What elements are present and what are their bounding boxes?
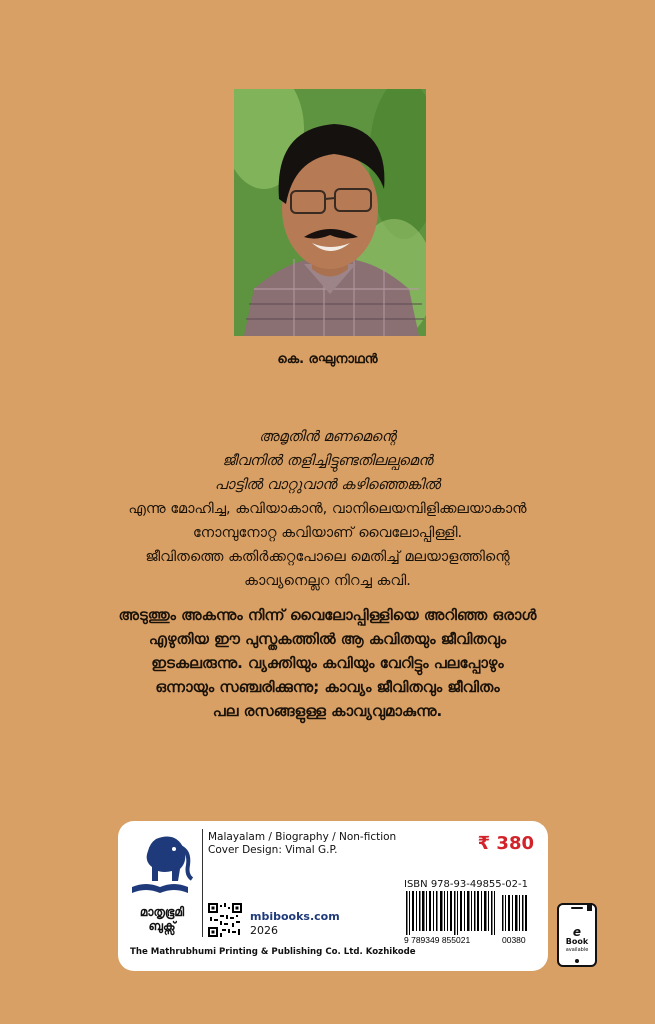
- cover-design-text: Cover Design: Vimal G.P.: [208, 844, 338, 856]
- blurb-line: അടുത്തും അകന്നും നിന്ന് വൈലോപ്പിള്ളിയെ അറിഞ്ഞ ഒരാൾ: [118, 606, 537, 624]
- blurb-line: ഒന്നായും സഞ്ചരിക്കുന്നു; കാവ്യം ജീവിതവും ജീവിതം: [155, 678, 500, 696]
- intro-line: നോമ്പുനോറ്റ കവിയാണ് വൈലോപ്പിള്ളി.: [192, 525, 463, 541]
- intro-line: എന്നു മോഹിച്ച, കവിയാകാൻ, വാനിലെയമ്പിളിക്കലയാകാൻ: [128, 501, 527, 517]
- author-portrait-illustration: [234, 89, 426, 336]
- isbn-text: ISBN 978-93-49855-02-1: [404, 879, 528, 890]
- poem-line: പാട്ടിൽ വാറ്റുവാൻ കഴിഞ്ഞെങ്കിൽ: [214, 477, 441, 493]
- author-name: കെ. രഘുനാഥൻ: [277, 352, 378, 367]
- logo-line-1: മാതൃഭൂമി: [139, 905, 185, 919]
- author-photo: [234, 89, 426, 336]
- barcode-digits: 9 789349 855021: [404, 935, 471, 945]
- poem-block: [60, 425, 595, 593]
- intro-line: കാവ്യനെല്ലറ നിറച്ച കവി.: [244, 573, 411, 589]
- blurb-line: ഇടകലരുന്നു. വ്യക്തിയും കവിയും വേറിട്ടും പലപ്പോഴും: [151, 654, 504, 672]
- poem-line: ജീവനിൽ തളിച്ചിട്ടുണ്ടതിലല്പമെൻ: [222, 453, 433, 469]
- ebook-letter: e: [572, 925, 582, 939]
- ebook-book-text: Book: [565, 937, 589, 946]
- price-label: ₹ 380: [477, 833, 534, 854]
- logo-line-2: ബുക്സ്: [148, 919, 176, 933]
- publication-year: 2026: [250, 924, 278, 937]
- poem-line: അമൃതിൻ മണമെന്റെ: [259, 429, 396, 445]
- blurb-line: എഴുതിയ ഈ പുസ്തകത്തിൽ ആ കവിതയും ജീവിതവും: [148, 630, 507, 648]
- website-link[interactable]: mbibooks.com: [250, 910, 340, 923]
- blurb-paragraph: [60, 603, 595, 723]
- elephant-book-logo-icon: [118, 821, 202, 905]
- publisher-panel: [118, 821, 548, 971]
- publisher-logo: [118, 821, 202, 931]
- barcode: [402, 891, 532, 945]
- intro-line: ജീവിതത്തെ കതിർക്കറ്റപോലെ മെതിച്ച് മലയാളത്തിന്റെ: [145, 549, 510, 565]
- book-meta: [208, 831, 396, 857]
- category-text: Malayalam / Biography / Non-fiction: [208, 831, 397, 843]
- barcode-addon-digits: 00380: [502, 935, 526, 945]
- qr-code-icon: [208, 903, 242, 937]
- ebook-label: [563, 925, 591, 955]
- publisher-name: The Mathrubhumi Printing & Publishing Co. Ltd. Kozhikode: [130, 947, 416, 957]
- blurb-line: പല രസങ്ങളുള്ള കാവ്യവുമാകുന്നു.: [212, 702, 443, 720]
- ebook-available-text: available: [565, 947, 589, 953]
- divider: [202, 829, 203, 937]
